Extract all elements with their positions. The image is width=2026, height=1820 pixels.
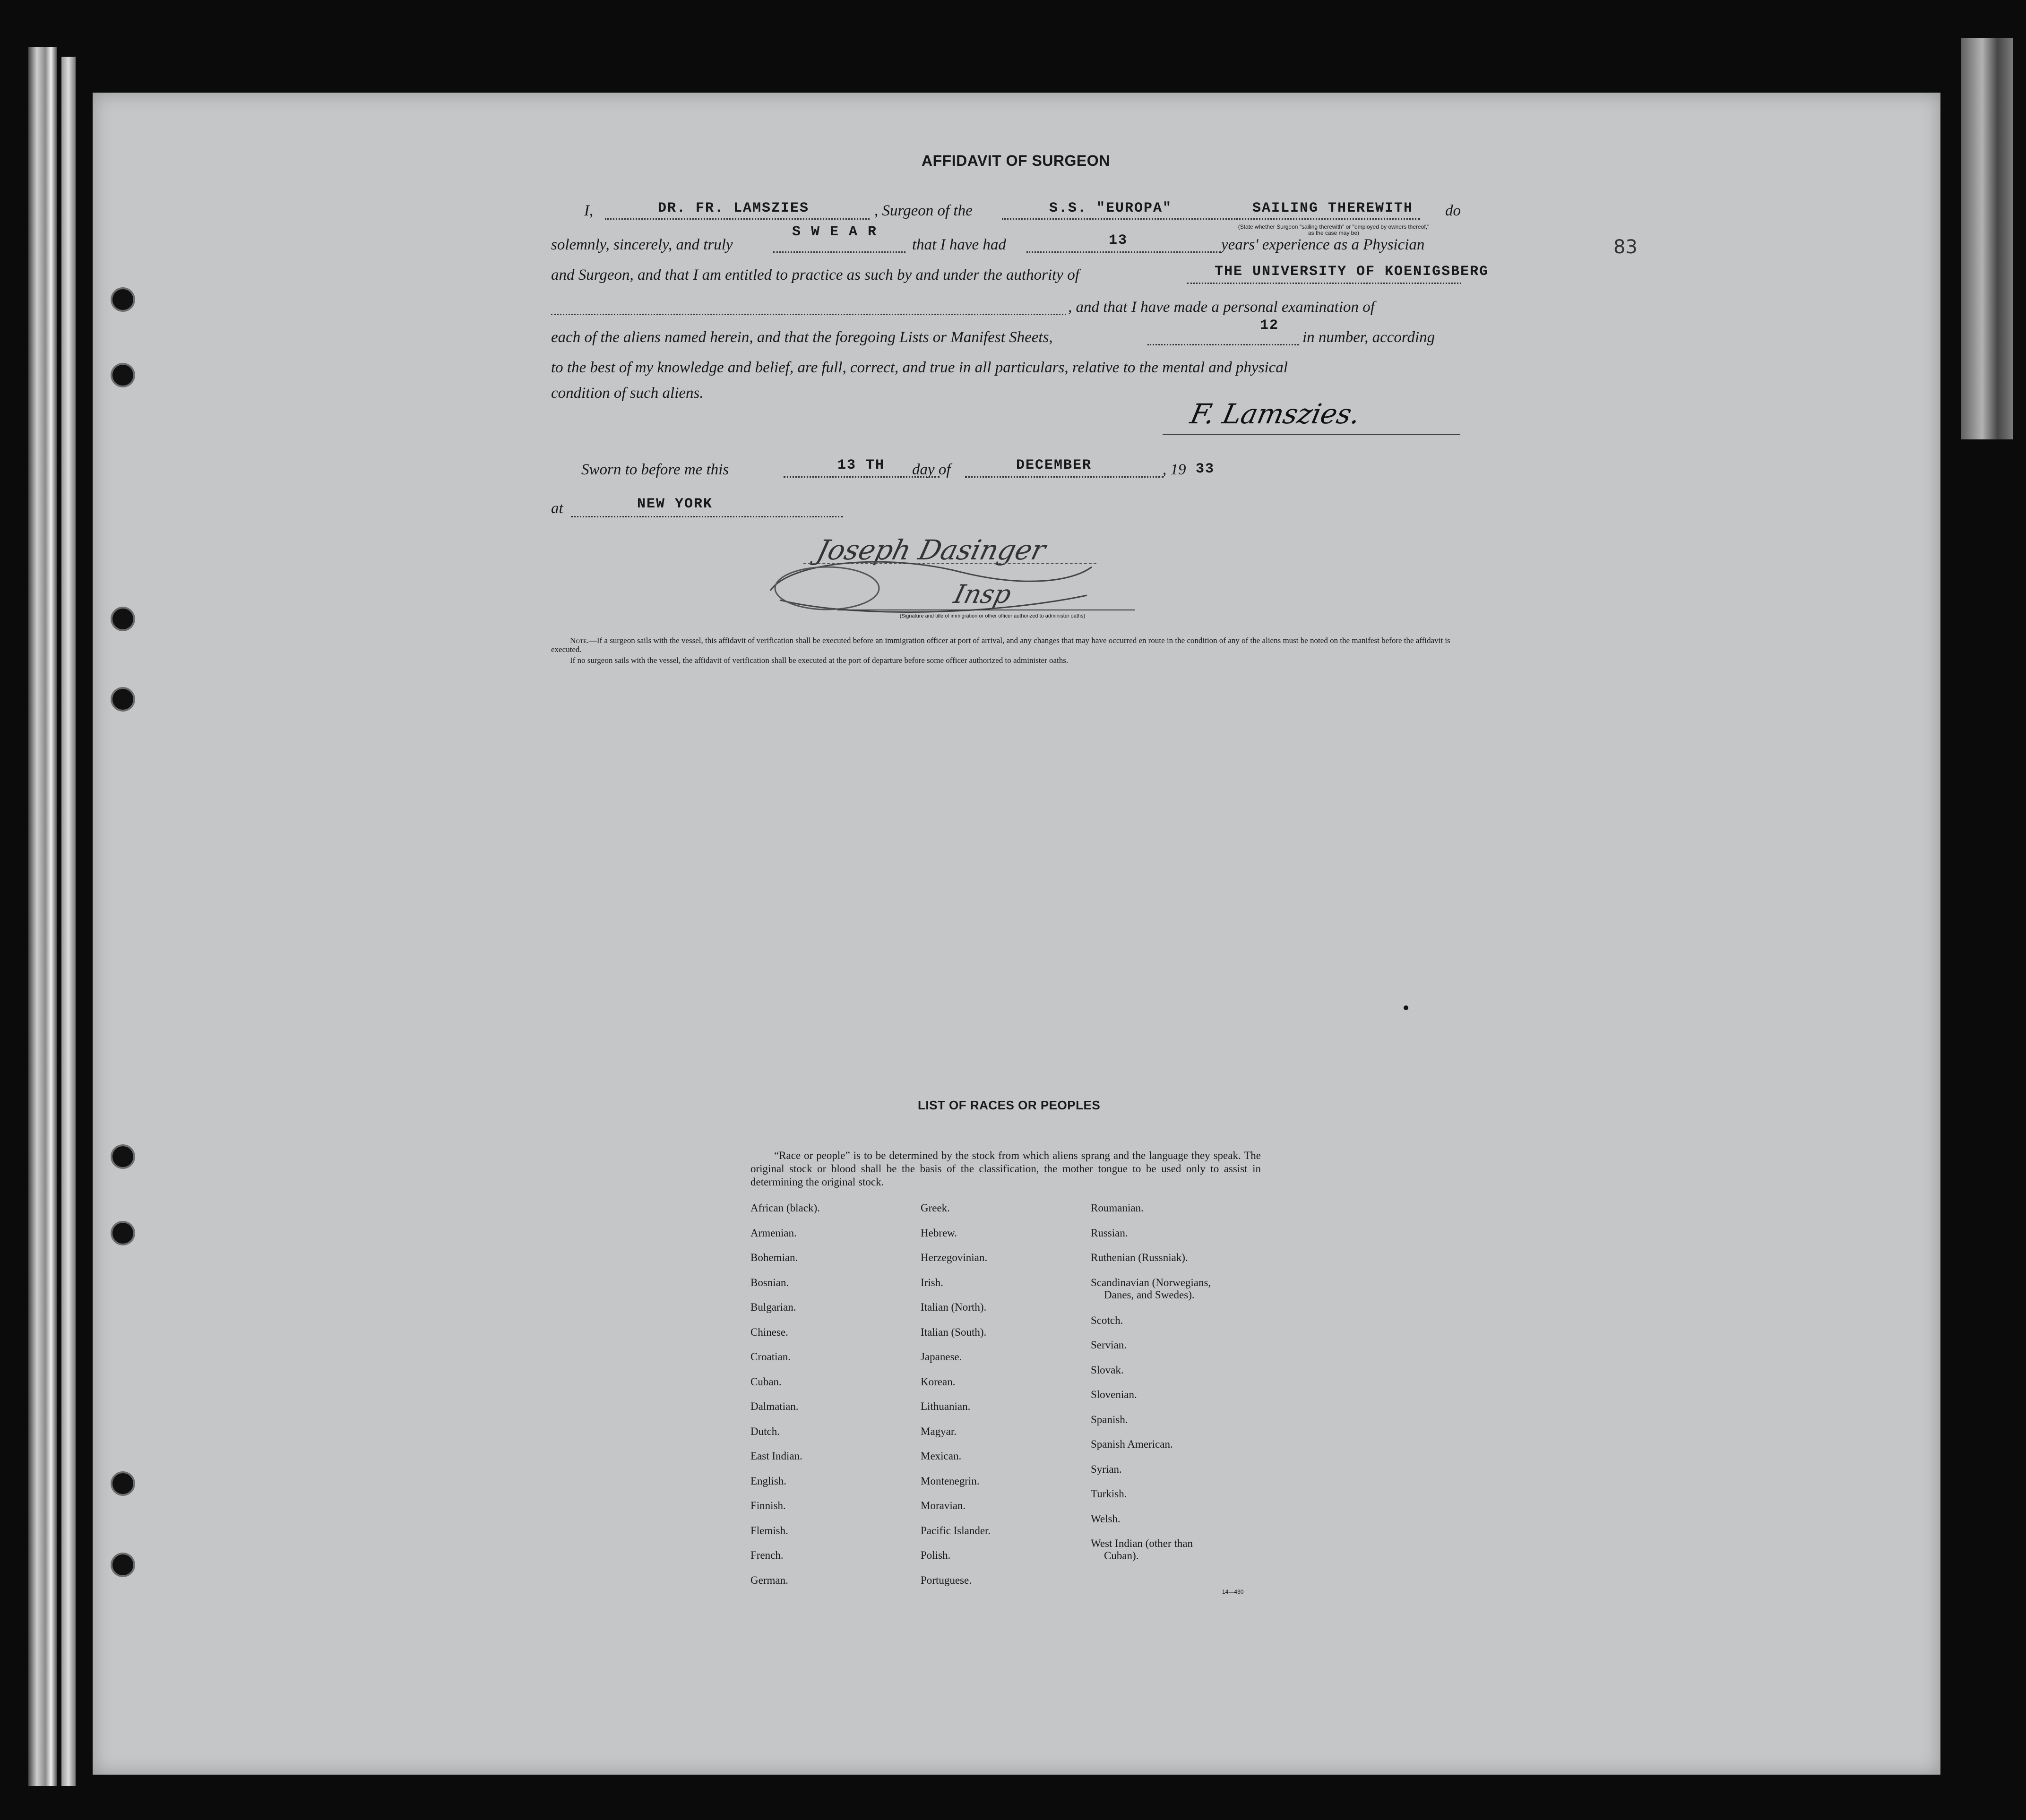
punch-hole	[112, 1146, 133, 1167]
blank-line	[965, 476, 1164, 478]
blank-line	[605, 218, 870, 220]
races-column-1	[750, 1202, 820, 1599]
note-label: Note.	[570, 636, 589, 645]
race-item: Hebrew.	[921, 1227, 957, 1239]
years-experience: 13	[1109, 232, 1128, 249]
sworn-prefix: Sworn to before me this	[581, 461, 729, 478]
race-item: Flemish.	[750, 1524, 788, 1537]
sworn-day-of: day of	[912, 461, 951, 478]
sworn-place: NEW YORK	[637, 496, 713, 512]
blank-line	[571, 516, 843, 517]
race-item: German.	[750, 1574, 788, 1586]
race-item: Irish.	[921, 1276, 943, 1288]
blank-line	[1026, 251, 1220, 253]
officer-caption: (Signature and title of immigration or other officer authorized to administer oaths)	[899, 613, 1086, 619]
punch-hole	[112, 689, 133, 710]
at-prefix: at	[551, 500, 563, 517]
signature-line	[1163, 434, 1460, 435]
race-item: Pacific Islander.	[921, 1524, 991, 1537]
races-intro: “Race or people” is to be determined by the stock from which aliens sprang and the language they speak. The original stock or blood shall be the basis of the classification, the mother tongue to be used only to assist in determining the original stock.	[750, 1150, 1261, 1188]
blank-line	[1236, 218, 1420, 220]
affidavit-note-1	[551, 636, 1463, 654]
affidavit-line3-prefix: and Surgeon, and that I am entitled to practice as such by and under the authority of	[551, 266, 1079, 283]
race-item: Slovenian.	[1091, 1389, 1137, 1400]
race-item: Scotch.	[1091, 1314, 1123, 1326]
race-item: English.	[750, 1475, 787, 1487]
affidavit-note-2: If no surgeon sails with the vessel, the affidavit of verification shall be executed at the port of departure before some officer authorized to administer oaths.	[570, 656, 1069, 665]
sworn-year: 33	[1196, 461, 1215, 477]
sworn-day: 13 TH	[837, 457, 885, 473]
blank-line	[773, 251, 905, 253]
race-item: Japanese.	[921, 1351, 962, 1363]
blank-line	[1147, 344, 1299, 345]
sworn-month: DECEMBER	[1016, 457, 1092, 473]
race-item: Roumanian.	[1091, 1202, 1144, 1214]
punch-hole	[112, 609, 133, 629]
blank-line	[551, 314, 1066, 315]
race-item: Greek.	[921, 1202, 950, 1214]
races-title: LIST OF RACES OR PEOPLES	[918, 1098, 1101, 1112]
ink-dot	[1404, 1005, 1408, 1010]
race-item: Armenian.	[750, 1227, 797, 1239]
signature-flourish	[761, 543, 1101, 619]
race-item: Magyar.	[921, 1425, 957, 1437]
race-item: Finnish.	[750, 1500, 786, 1511]
race-item: Russian.	[1091, 1227, 1128, 1239]
race-item: Welsh.	[1091, 1512, 1121, 1525]
race-item: Cuban.	[750, 1375, 782, 1388]
vessel-name: S.S. "EUROPA"	[1049, 200, 1172, 216]
race-item: West Indian (other than	[1091, 1537, 1193, 1549]
affidavit-line1-prefix: I,	[584, 202, 594, 219]
race-item: Bohemian.	[750, 1252, 798, 1263]
punch-hole	[112, 1554, 133, 1575]
punch-hole	[112, 1223, 133, 1244]
blank-line	[1002, 218, 1238, 220]
race-item: Italian (South).	[921, 1326, 987, 1338]
race-item: Korean.	[921, 1375, 956, 1388]
race-item: Montenegrin.	[921, 1475, 980, 1487]
note-text-1: —If a surgeon sails with the vessel, this affidavit of verification shall be executed before an immigration officer at port of arrival, and any changes that may have occurred en route in the condition of any of the aliens must be noted on the manifest before the affidavit is executed.	[551, 636, 1450, 654]
affidavit-line5-prefix: each of the aliens named herein, and that the foregoing Lists or Manifest Sheets,	[551, 329, 1053, 346]
race-item: Spanish.	[1091, 1413, 1128, 1425]
race-item: Lithuanian.	[921, 1400, 971, 1412]
blank-line	[1187, 283, 1461, 284]
oath-word: S W E A R	[792, 224, 878, 240]
affidavit-line1-suffix: do	[1445, 202, 1461, 219]
race-item: Danes, and Swedes).	[1104, 1288, 1195, 1301]
affidavit-line2-mid: that I have had	[912, 236, 1006, 253]
affidavit-line4: , and that I have made a personal examination of	[1068, 299, 1375, 316]
punch-hole	[112, 1473, 133, 1494]
race-item: Portuguese.	[921, 1574, 972, 1586]
race-item: Bosnian.	[750, 1276, 789, 1288]
race-item: Chinese.	[750, 1326, 788, 1338]
sworn-year-prefix: , 19	[1163, 461, 1186, 478]
affidavit-line1-mid: , Surgeon of the	[874, 202, 973, 219]
surgeon-name: DR. FR. LAMSZIES	[658, 200, 810, 216]
race-item: East Indian.	[750, 1450, 802, 1462]
race-item: Spanish American.	[1091, 1438, 1173, 1450]
race-item: Bulgarian.	[750, 1301, 796, 1313]
affidavit-line5-suffix: in number, according	[1302, 329, 1435, 346]
race-item: Moravian.	[921, 1500, 966, 1511]
binder-edge-inner	[61, 57, 76, 1786]
race-item: Ruthenian (Russniak).	[1091, 1252, 1188, 1263]
race-item: Scandinavian (Norwegians,	[1091, 1276, 1211, 1288]
affidavit-line2-prefix: solemnly, sincerely, and truly	[551, 236, 733, 253]
binder-edge	[28, 47, 57, 1786]
race-item: Servian.	[1091, 1339, 1127, 1351]
affidavit-line2-suffix: years' experience as a Physician	[1221, 236, 1425, 253]
form-number: 14—430	[1222, 1588, 1244, 1595]
officer-signature: Joseph Dasinger	[813, 534, 1049, 566]
races-column-3	[1091, 1202, 1211, 1562]
punch-hole	[112, 365, 133, 386]
surgeon-signature: F. Lamszies.	[1187, 398, 1363, 430]
race-item: Italian (North).	[921, 1301, 987, 1313]
sheet-count: 12	[1260, 318, 1279, 334]
race-item: French.	[750, 1549, 784, 1561]
affidavit-line7: condition of such aliens.	[551, 385, 704, 402]
surgeon-status: SAILING THEREWITH	[1252, 200, 1414, 216]
race-item: Cuban).	[1104, 1550, 1139, 1562]
page-number: 83	[1613, 236, 1638, 258]
race-item: African (black).	[750, 1202, 820, 1214]
status-hint: (State whether Surgeon "sailing therewith" or "employed by owners thereof," as the case may be)	[1238, 223, 1430, 236]
race-item: Turkish.	[1091, 1488, 1127, 1500]
torn-page-fragment	[1961, 38, 2013, 439]
race-item: Croatian.	[750, 1351, 791, 1363]
race-item: Herzegovinian.	[921, 1252, 988, 1263]
officer-title: Insp	[951, 579, 1015, 609]
race-item: Dalmatian.	[750, 1400, 799, 1412]
race-item: Mexican.	[921, 1450, 962, 1462]
affidavit-line6: to the best of my knowledge and belief, are full, correct, and true in all particulars, relative to the mental and physical	[551, 359, 1288, 376]
race-item: Dutch.	[750, 1425, 780, 1437]
licensing-authority: THE UNIVERSITY OF KOENIGSBERG	[1215, 264, 1489, 280]
race-item: Polish.	[921, 1549, 951, 1561]
race-item: Slovak.	[1091, 1364, 1124, 1376]
race-item: Syrian.	[1091, 1463, 1122, 1475]
races-column-2	[921, 1202, 991, 1599]
punch-hole	[112, 289, 133, 310]
affidavit-title: AFFIDAVIT OF SURGEON	[922, 152, 1110, 169]
